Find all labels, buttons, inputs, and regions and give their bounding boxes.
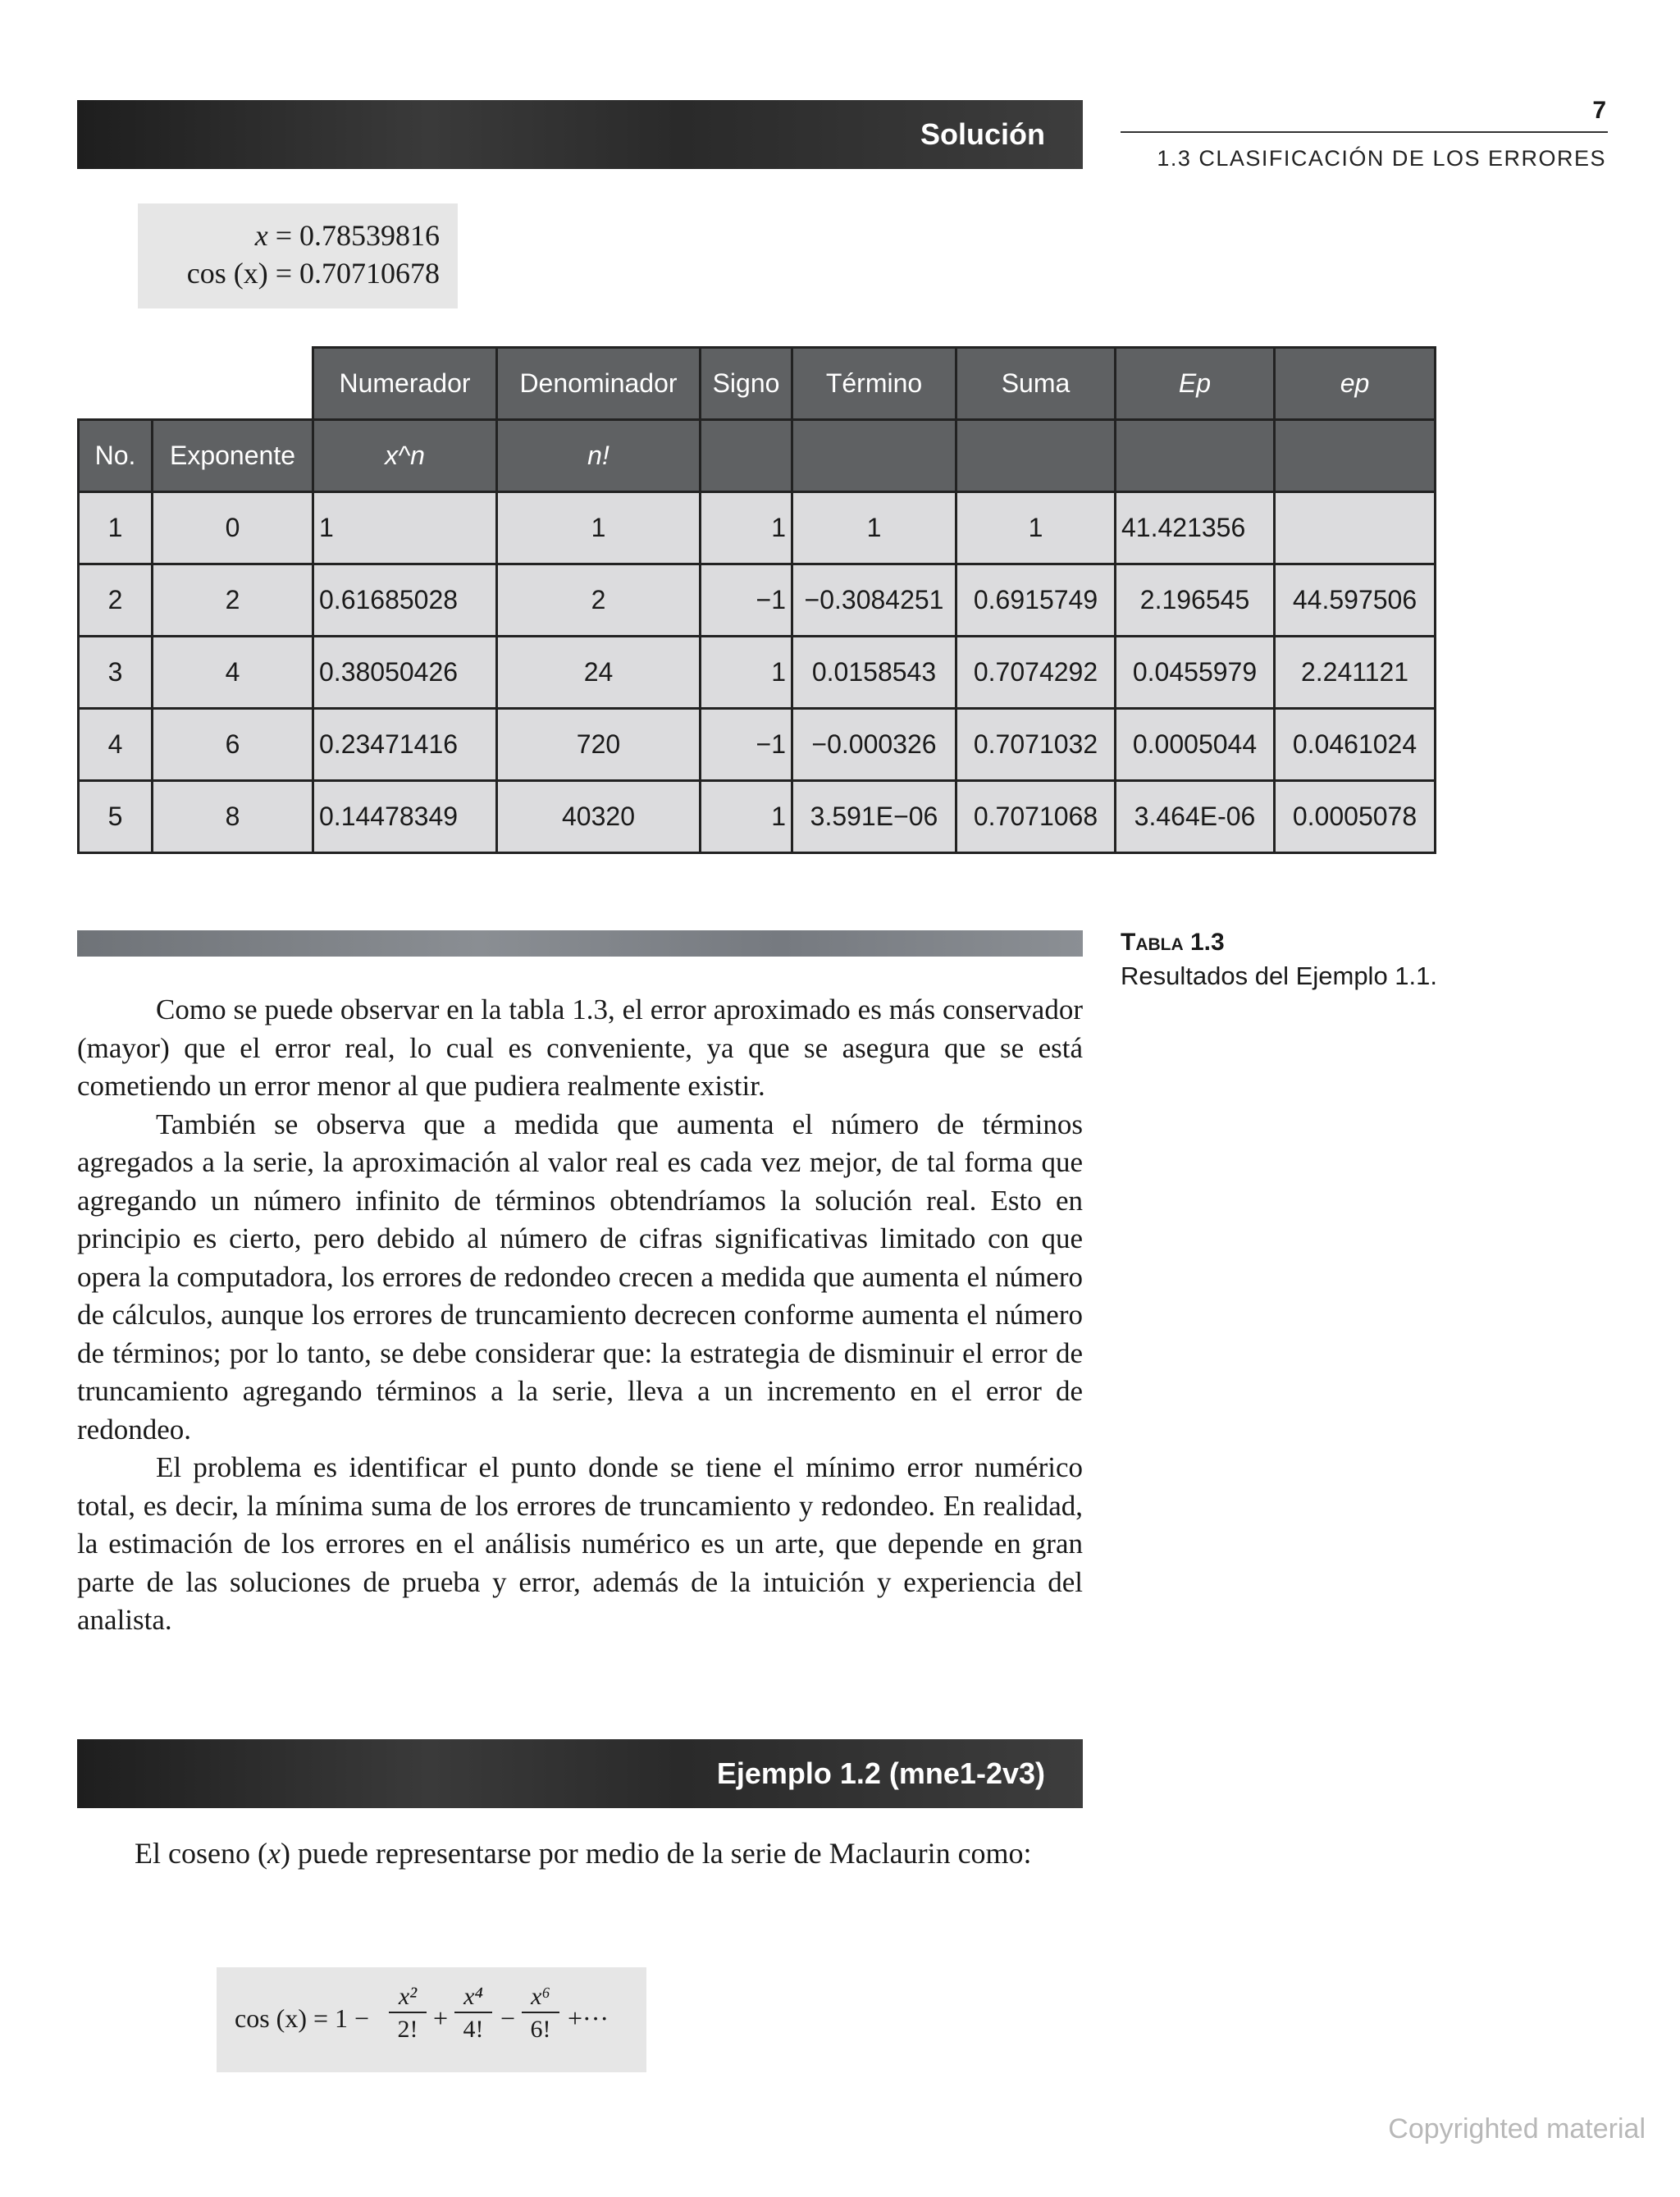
example-title: Ejemplo 1.2 (mne1-2v3) — [716, 1756, 1045, 1790]
header-termino: Término — [792, 348, 956, 420]
formula-operator: − — [500, 2003, 516, 2033]
paragraph: El problema es identificar el punto donde se tiene el mínimo error numérico total, es decir, la mínima suma de los errores de truncamiento y redondeo. En realidad, la estimación de los errores en el análisis numérico es un arte, que depende en gran parte de las soluciones de prueba y error, además de la intuición y experiencia del analista. — [77, 1451, 1083, 1636]
table-cell: 8 — [153, 781, 313, 853]
table-row — [79, 637, 1436, 709]
table-cell: 1 — [497, 492, 701, 564]
header-blank — [1275, 420, 1436, 492]
table-cell: 3 — [79, 637, 153, 709]
table-header-row-1 — [79, 348, 1436, 420]
x-value: 0.78539816 — [299, 219, 440, 252]
header-x-power — [313, 420, 497, 492]
table-cell: 0 — [153, 492, 313, 564]
table-cell: 2.196545 — [1116, 564, 1275, 637]
table-cell: 3.464E-06 — [1116, 781, 1275, 853]
intro-before: El coseno ( — [135, 1837, 267, 1870]
fraction-denominator: 2! — [397, 2016, 418, 2043]
fraction-term-3 — [520, 1982, 561, 2046]
table-cell: 1 — [313, 492, 497, 564]
table-cell: −0.3084251 — [792, 564, 956, 637]
header-blank — [701, 420, 792, 492]
table-cell: 0.7071032 — [956, 709, 1116, 781]
header-no: No. — [79, 420, 153, 492]
table-cell: 4 — [79, 709, 153, 781]
header-empty-cell — [153, 348, 313, 420]
factorial-label: n! — [587, 441, 609, 470]
maclaurin-formula — [217, 1967, 646, 2072]
header-denominador: Denominador — [497, 348, 701, 420]
table-cell: −0.000326 — [792, 709, 956, 781]
intro-var: x — [267, 1837, 281, 1870]
table-cell: 0.7074292 — [956, 637, 1116, 709]
table-body — [79, 492, 1436, 853]
solution-header-bar — [77, 100, 1083, 169]
table-cell: −1 — [701, 709, 792, 781]
solution-values-box — [138, 203, 458, 308]
table-cell: 0.0005078 — [1275, 781, 1436, 853]
table-cell: 6 — [153, 709, 313, 781]
table-row — [79, 492, 1436, 564]
table-cell: 3.591E−06 — [792, 781, 956, 853]
fraction-numerator: x⁴ — [463, 1983, 483, 2010]
table-cell: 0.0158543 — [792, 637, 956, 709]
table-cell: 5 — [79, 781, 153, 853]
table-cell — [1275, 492, 1436, 564]
example-header-bar — [77, 1739, 1083, 1808]
section-title: 1.3 CLASIFICACIÓN DE LOS ERRORES — [1157, 146, 1606, 171]
results-table — [77, 346, 1436, 854]
table-cell: 2 — [153, 564, 313, 637]
table-cell: 0.7071068 — [956, 781, 1116, 853]
table-cell: −1 — [701, 564, 792, 637]
table-row — [79, 781, 1436, 853]
table-cell: 1 — [79, 492, 153, 564]
table-caption-text: Resultados del Ejemplo 1.1. — [1121, 961, 1438, 990]
solution-title: Solución — [920, 117, 1045, 151]
table-cell: 0.61685028 — [313, 564, 497, 637]
cos-value: 0.70710678 — [299, 257, 440, 290]
table-cell: 2 — [497, 564, 701, 637]
table-cell: 0.0455979 — [1116, 637, 1275, 709]
table-cell: 0.14478349 — [313, 781, 497, 853]
fraction-numerator: x² — [398, 1983, 418, 2010]
x-power-label: x^n — [385, 441, 425, 470]
table-cell: 2 — [79, 564, 153, 637]
table-cell: 41.421356 — [1116, 492, 1275, 564]
table-cell: 720 — [497, 709, 701, 781]
fraction-term-1 — [387, 1982, 428, 2046]
table-cell: 0.0005044 — [1116, 709, 1275, 781]
table-cell: 0.0461024 — [1275, 709, 1436, 781]
table-header-row-2 — [79, 420, 1436, 492]
table-cell: 1 — [956, 492, 1116, 564]
table-cell: 2.241121 — [1275, 637, 1436, 709]
header-suma: Suma — [956, 348, 1116, 420]
body-text — [77, 991, 1083, 1640]
header-blank — [792, 420, 956, 492]
table-cell: 1 — [701, 637, 792, 709]
ep-upper-label: Ep — [1178, 368, 1212, 398]
page-number: 7 — [1592, 97, 1606, 124]
table-cell: 1 — [701, 781, 792, 853]
header-blank — [1116, 420, 1275, 492]
divider-bar — [77, 930, 1083, 957]
header-exponente: Exponente — [153, 420, 313, 492]
cos-value-row: cos (x) = 0.70710678 — [186, 257, 440, 290]
table-cell: 1 — [701, 492, 792, 564]
running-head-rule — [1121, 131, 1608, 133]
x-label: x — [254, 219, 268, 252]
header-blank — [956, 420, 1116, 492]
table-cell: 0.38050426 — [313, 637, 497, 709]
table-cell: 24 — [497, 637, 701, 709]
paragraph: Como se puede observar en la tabla 1.3, el error aproximado es más conservador (mayor) que el error real, lo cual es conveniente, ya que se asegura que se está cometiendo un error menor al que pudiera realmente existir. — [77, 993, 1083, 1102]
table-cell: 4 — [153, 637, 313, 709]
header-factorial — [497, 420, 701, 492]
header-ep-upper — [1116, 348, 1275, 420]
ep-lower-label: ep — [1340, 368, 1370, 398]
intro-after: ) puede representarse por medio de la serie de Maclaurin como: — [280, 1837, 1032, 1870]
header-signo: Signo — [701, 348, 792, 420]
paragraph: También se observa que a medida que aumenta el número de términos agregados a la serie, la aproximación al valor real es cada vez mejor, de tal forma que agregando un número infinito de términos obtendríamos la solución real. Esto en principio es cierto, pero debido al número de cifras significativas limitado con que opera la computadora, los errores de redondeo crecen a medida que aumenta el número de cálculos, aunque los errores de truncamiento decrecen conforme aumenta el número de términos; por lo tanto, se debe considerar que: la estrategia de disminuir el error de truncamiento agregando términos a la serie, lleva a un incremento en el error de redondeo. — [77, 1108, 1083, 1446]
example-intro — [135, 1833, 1053, 1874]
formula-operator: + — [433, 2003, 449, 2033]
cos-label: cos (x) — [186, 257, 268, 290]
header-numerador: Numerador — [313, 348, 497, 420]
fraction-denominator: 6! — [530, 2016, 551, 2043]
fraction-numerator: x⁶ — [531, 1983, 550, 2010]
table-cell: 40320 — [497, 781, 701, 853]
formula-lhs: cos (x) = 1 − — [235, 2003, 370, 2033]
table-cell: 44.597506 — [1275, 564, 1436, 637]
table-cell: 1 — [792, 492, 956, 564]
table-caption-label: Tabla 1.3 — [1121, 929, 1225, 956]
header-empty-cell — [79, 348, 153, 420]
table-cell: 0.6915749 — [956, 564, 1116, 637]
table-row — [79, 709, 1436, 781]
fraction-denominator: 4! — [463, 2016, 484, 2043]
fraction-term-2 — [453, 1982, 494, 2046]
table-row — [79, 564, 1436, 637]
table-cell: 0.23471416 — [313, 709, 497, 781]
x-value-row: x = 0.78539816 — [254, 219, 440, 252]
header-ep-lower — [1275, 348, 1436, 420]
formula-tail: +··· — [568, 2003, 609, 2033]
copyright-watermark: Copyrighted material — [1388, 2113, 1646, 2144]
